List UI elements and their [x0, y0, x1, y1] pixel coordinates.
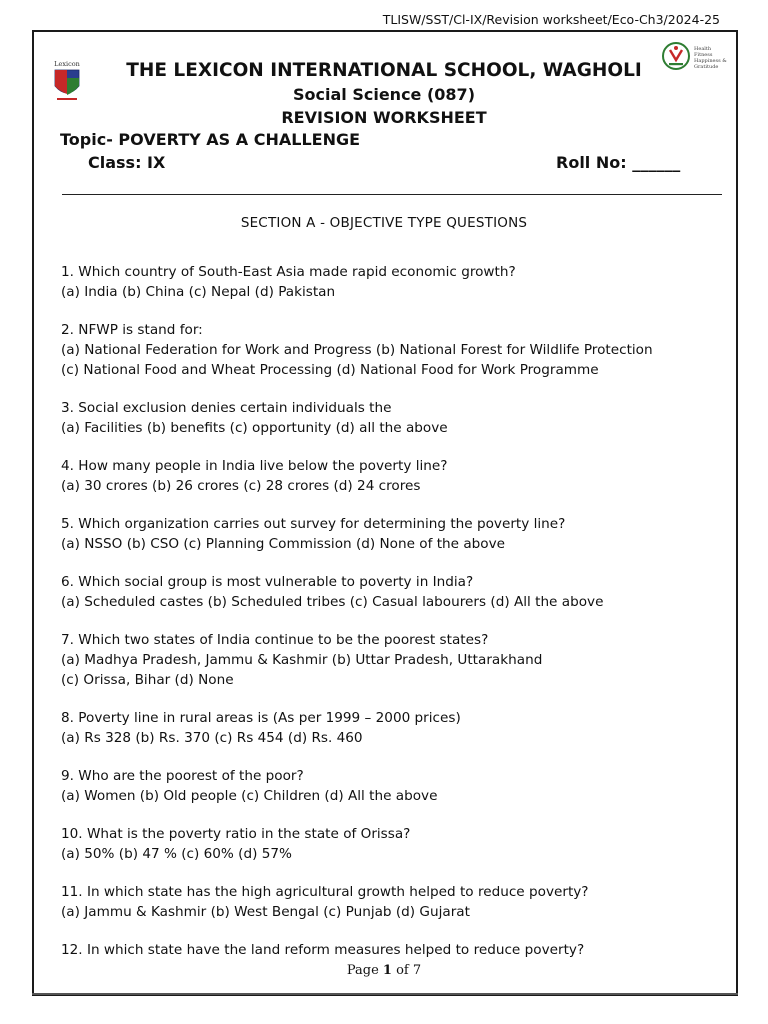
question-options: (a) NSSO (b) CSO (c) Planning Commission (d) None of the above [61, 536, 506, 552]
header-divider [62, 194, 722, 195]
roll-number-field: Roll No: ______ [556, 153, 681, 172]
question-text: 11. In which state has the high agricultural growth helped to reduce poverty? [61, 884, 589, 900]
svg-text:Happiness &: Happiness & [694, 58, 727, 64]
question-item [61, 398, 731, 438]
svg-text:Health: Health [694, 46, 712, 52]
subject-title: Social Science (087) [293, 85, 475, 104]
of-label: of [396, 963, 409, 978]
question-item [61, 824, 731, 864]
question-options: (a) Facilities (b) benefits (c) opportunity (d) all the above [61, 420, 448, 436]
question-options: (a) 50% (b) 47 % (c) 60% (d) 57% [61, 846, 292, 862]
question-options: (a) India (b) China (c) Nepal (d) Pakistan [61, 284, 336, 300]
question-item [61, 514, 731, 554]
page-border-shadow [32, 993, 738, 995]
logo-wordmark: Lexicon [54, 60, 80, 68]
question-text: 1. Which country of South-East Asia made rapid economic growth? [61, 264, 516, 280]
question-options: (a) Madhya Pradesh, Jammu & Kashmir (b) Uttar Pradesh, Uttarakhand [61, 652, 543, 668]
svg-text:Gratitude: Gratitude [694, 64, 719, 70]
question-options: (a) Rs 328 (b) Rs. 370 (c) Rs 454 (d) Rs. 460 [61, 730, 363, 746]
question-options: (c) Orissa, Bihar (d) None [61, 672, 234, 688]
question-text: 9. Who are the poorest of the poor? [61, 768, 304, 784]
topic-heading: Topic- POVERTY AS A CHALLENGE [60, 130, 361, 149]
question-item [61, 320, 731, 380]
svg-text:Fitness: Fitness [694, 52, 713, 58]
question-options: (a) National Federation for Work and Progress (b) National Forest for Wildlife Protection [61, 342, 653, 358]
question-options: (a) Jammu & Kashmir (b) West Bengal (c) Punjab (d) Gujarat [61, 904, 470, 920]
question-options: (a) Scheduled castes (b) Scheduled tribes (c) Casual labourers (d) All the above [61, 594, 604, 610]
question-item [61, 262, 731, 302]
question-options: (c) National Food and Wheat Processing (d) National Food for Work Programme [61, 362, 599, 378]
question-item [61, 882, 731, 922]
question-text: 12. In which state have the land reform measures helped to reduce poverty? [61, 942, 585, 958]
question-options: (a) Women (b) Old people (c) Children (d) All the above [61, 788, 438, 804]
question-text: 2. NFWP is stand for: [61, 322, 203, 338]
question-item [61, 708, 731, 748]
question-text: 4. How many people in India live below the poverty line? [61, 458, 448, 474]
page-label: Page [346, 963, 379, 978]
question-item [61, 456, 731, 496]
question-text: 7. Which two states of India continue to be the poorest states? [61, 632, 489, 648]
worksheet-title: REVISION WORKSHEET [281, 108, 487, 127]
question-item [61, 940, 731, 960]
question-item [61, 766, 731, 806]
question-item [61, 630, 731, 690]
question-text: 5. Which organization carries out survey for determining the poverty line? [61, 516, 566, 532]
total-pages: 7 [412, 963, 422, 978]
page-number: 1 [382, 963, 392, 978]
page-footer [0, 963, 768, 978]
section-title: SECTION A - OBJECTIVE TYPE QUESTIONS [240, 215, 528, 231]
question-text: 6. Which social group is most vulnerable to poverty in India? [61, 574, 474, 590]
question-text: 8. Poverty line in rural areas is (As per 1999 – 2000 prices) [61, 710, 461, 726]
class-label: Class: IX [88, 153, 166, 172]
question-text: 3. Social exclusion denies certain individuals the [61, 400, 392, 416]
question-text: 10. What is the poverty ratio in the state of Orissa? [61, 826, 411, 842]
question-item [61, 572, 731, 612]
document-code: TLISW/SST/Cl-IX/Revision worksheet/Eco-Ch3/2024-25 [382, 12, 720, 27]
school-name: THE LEXICON INTERNATIONAL SCHOOL, WAGHOLI [126, 60, 642, 81]
question-list [61, 262, 731, 978]
question-options: (a) 30 crores (b) 26 crores (c) 28 crores (d) 24 crores [61, 478, 421, 494]
